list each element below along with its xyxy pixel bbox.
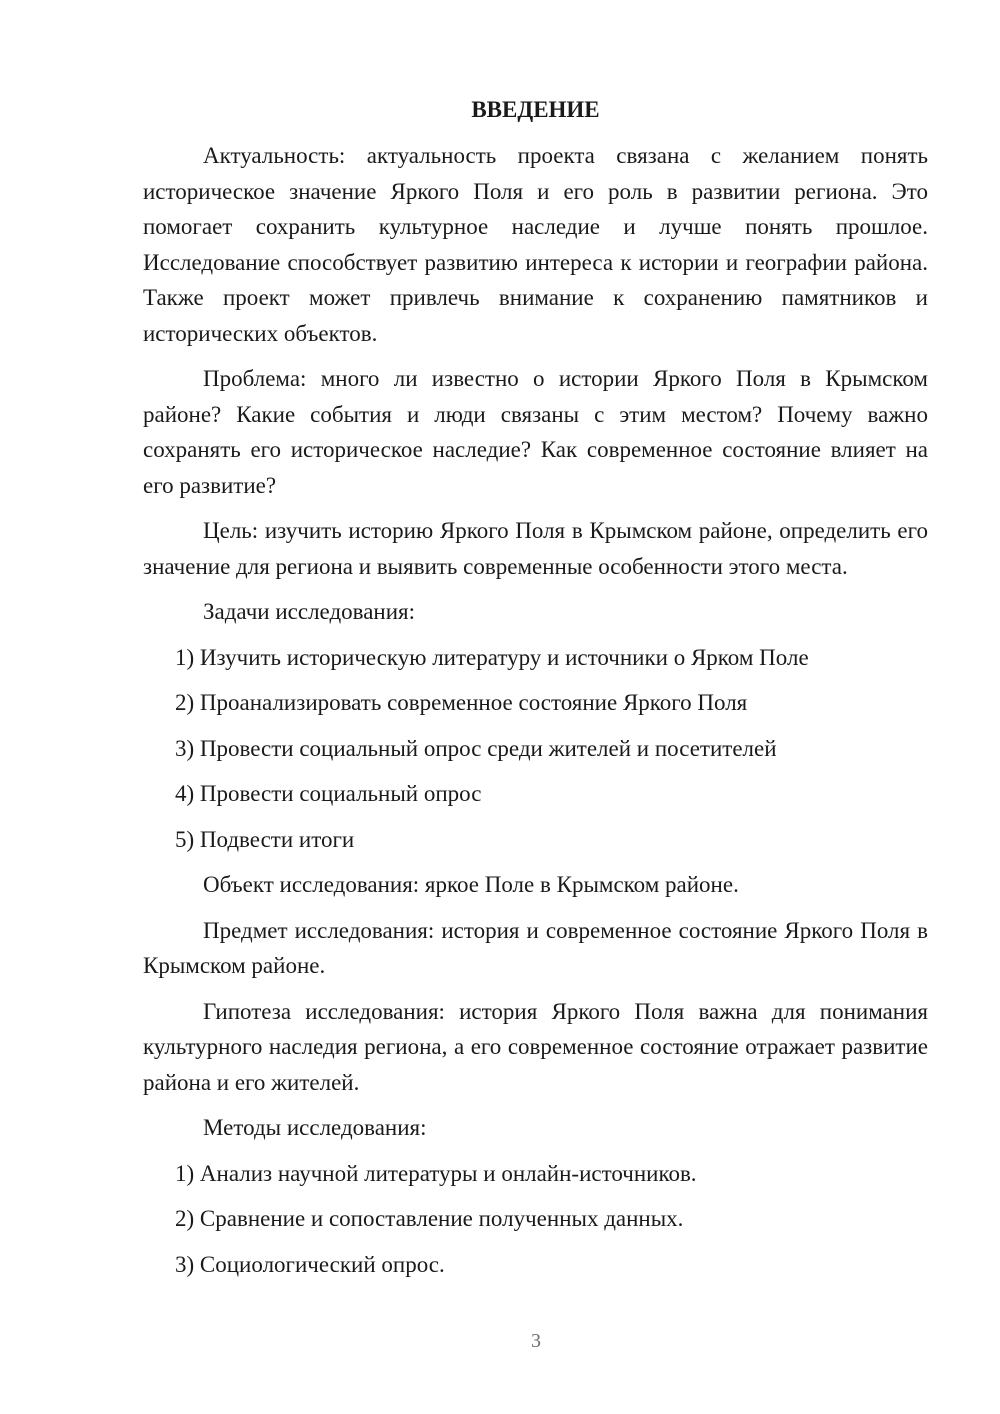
section-title: ВВЕДЕНИЕ bbox=[471, 97, 600, 122]
methods-list bbox=[143, 1156, 928, 1283]
object-paragraph: Объект исследования: яркое Поле в Крымском районе. bbox=[203, 872, 739, 897]
task-item: 2) Проанализировать современное состояние Яркого Поля bbox=[175, 690, 748, 715]
goal-paragraph: Цель: изучить историю Яркого Поля в Крымском районе, определить его значение для региона и выявить современные особенности этого места. bbox=[143, 518, 928, 579]
tasks-heading: Задачи исследования: bbox=[203, 599, 416, 624]
method-item: 1) Анализ научной литературы и онлайн-источников. bbox=[175, 1160, 697, 1186]
document-page bbox=[143, 92, 928, 1292]
subject-paragraph: Предмет исследования: история и современное состояние Яркого Поля в Крымском районе. bbox=[143, 917, 928, 978]
task-item: 5) Подвести итоги bbox=[175, 826, 355, 852]
problem-paragraph: Проблема: много ли известно о истории Яркого Поля в Крымском районе? Какие события и люди связаны с этим местом? Почему важно сохранять его историческое наследие? Как современное состояние влияет на его развитие? bbox=[143, 366, 928, 498]
task-item: 4) Провести социальный опрос bbox=[175, 781, 482, 806]
method-item: 3) Социологический опрос. bbox=[175, 1251, 445, 1277]
hypothesis-paragraph: Гипотеза исследования: история Яркого Поля важна для понимания культурного наследия региона, а его современное состояние отражает развитие района и его жителей. bbox=[143, 998, 928, 1095]
relevance-paragraph: Актуальность: актуальность проекта связана с желанием понять историческое значение Яркого Поля и его роль в развитии региона. Это помогает сохранить культурное наследие и лучше понять прошлое. Исследование способствует развитию интереса к истории и географии района. Также проект может привлечь внимание к сохранению памятников и исторических объектов. bbox=[143, 143, 928, 346]
task-item: 3) Провести социальный опрос среди жителей и посетителей bbox=[175, 735, 777, 761]
methods-heading: Методы исследования: bbox=[203, 1115, 427, 1140]
page-number: 3 bbox=[531, 1330, 541, 1352]
task-item: 1) Изучить историческую литературу и источники о Ярком Поле bbox=[175, 644, 809, 670]
method-item: 2) Сравнение и сопоставление полученных данных. bbox=[175, 1206, 684, 1231]
tasks-list bbox=[143, 640, 928, 858]
